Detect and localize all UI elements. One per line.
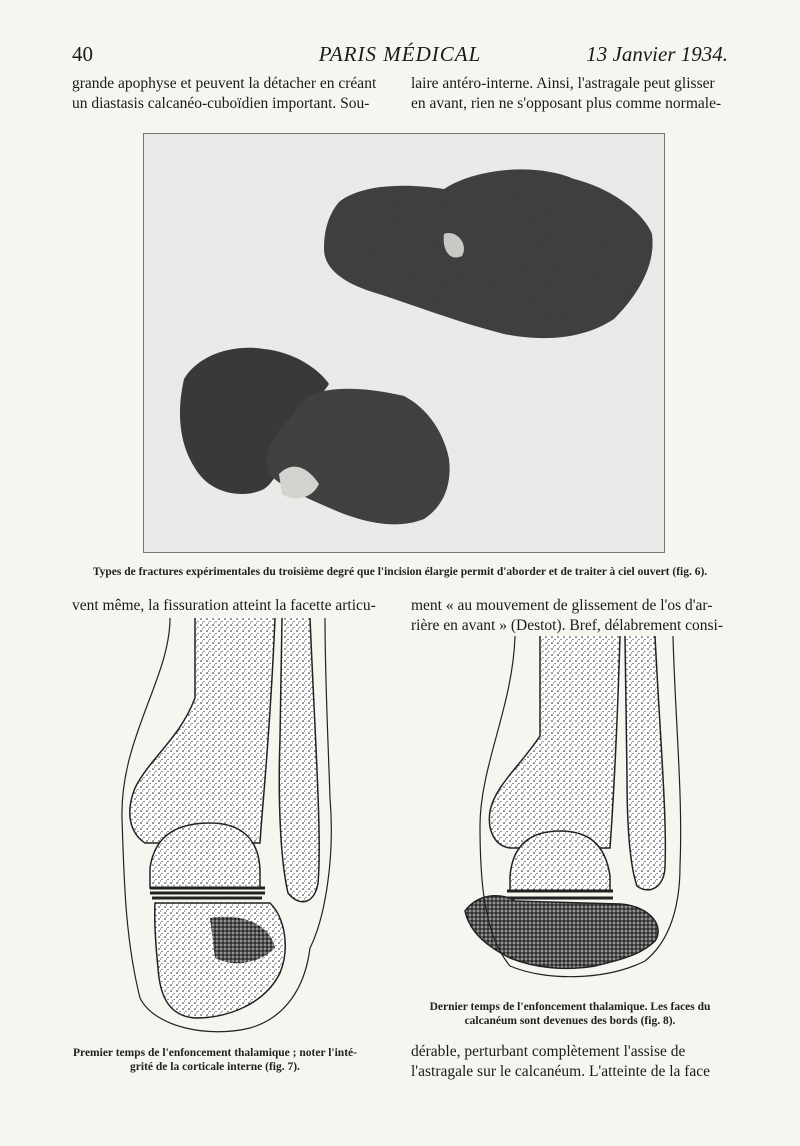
text-line: grande apophyse et peuvent la détacher en créant [72,75,377,92]
text-line: ment « au mouvement de glissement de l'os d'ar- [411,597,713,614]
mid-right-column [411,596,733,636]
text-line: un diastasis calcanéo-cuboïdien important. Sou- [72,95,370,112]
text-line: vent même, la fissuration atteint la facette articu- [72,597,376,614]
caption-line: Dernier temps de l'enfoncement thalamique. Les faces du [429,1001,711,1013]
journal-title: PARIS MÉDICAL [318,42,482,66]
caption-line: calcanéum sont devenues des bords (fig. 8). [464,1015,676,1027]
text-line: en avant, rien ne s'opposant plus comme normale- [411,95,722,112]
page-number: 40 [72,42,93,66]
top-right-column [411,74,733,114]
figure-8-drawing [455,636,695,986]
figure-6-photo [143,133,665,553]
issue-date: 13 Janvier 1934. [586,42,728,66]
text-line: dérable, perturbant complètement l'assise de [411,1043,686,1060]
text-line: laire antéro-interne. Ainsi, l'astragale peut glisser [411,75,715,92]
caption-line: grité de la corticale interne (fig. 7). [130,1061,300,1073]
caption-line: Premier temps de l'enfoncement thalamique ; noter l'inté- [73,1047,357,1059]
text-line: rière en avant » (Destot). Bref, délabrement consi- [411,617,724,634]
figure-6-caption: Types de fractures expérimentales du troisième degré que l'incision élargie permit d'aborder et de traiter à ciel ouvert (fig. 6). [92,566,708,578]
figure-8-caption [405,1000,735,1028]
top-left-column [72,74,394,114]
text-line: l'astragale sur le calcanéum. L'atteinte de la face [411,1063,711,1080]
bottom-right-column [411,1042,733,1082]
figure-7-caption [55,1046,375,1074]
mid-left-column [72,596,394,616]
figure-7-drawing [110,618,340,1038]
